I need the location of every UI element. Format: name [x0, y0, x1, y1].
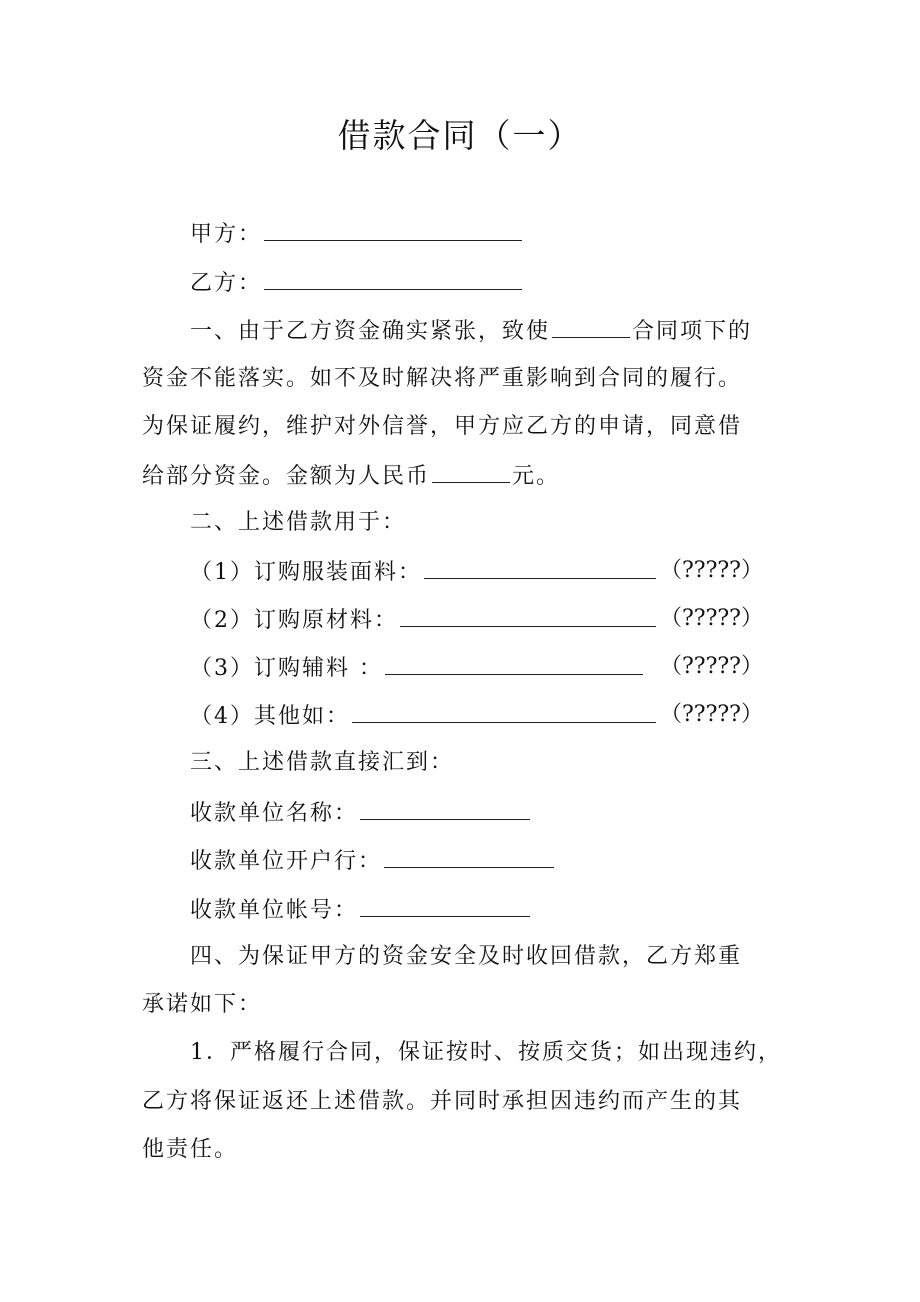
amount-text-post: 元。: [512, 464, 561, 489]
section1-line3: 为保证履约，维护对外信誉，甲方应乙方的申请，同意借: [142, 414, 743, 439]
payee-account-line: [190, 894, 532, 926]
payee-account-label: 收款单位帐号：: [190, 898, 359, 923]
usage-item-1: [190, 556, 658, 588]
usage-item-blank: [385, 652, 643, 675]
usage-item-label: （4）其他如：: [190, 704, 350, 729]
party-b-line: [190, 267, 524, 299]
section1-text-b: 合同项下的: [632, 319, 753, 344]
usage-item-blank: [352, 700, 656, 723]
payee-bank-label: 收款单位开户行：: [190, 849, 383, 874]
usage-item-3: [190, 652, 645, 684]
section2-heading: 二、上述借款用于：: [190, 510, 407, 535]
usage-item-note: （?????）: [660, 702, 763, 727]
usage-item-blank: [400, 604, 656, 627]
party-a-blank: [264, 218, 522, 241]
section3-heading: 三、上述借款直接汇到：: [190, 750, 455, 775]
party-a-label: 甲方：: [190, 222, 263, 247]
promise-1-line1: 1．严格履行合同，保证按时、按质交货；如出现违约，: [190, 1040, 782, 1065]
amount-text-pre: 给部分资金。金额为人民币: [142, 464, 431, 489]
section1-line4: [142, 460, 560, 492]
party-b-blank: [264, 267, 522, 290]
usage-item-label: （1）订购服装面料：: [190, 560, 422, 585]
usage-item-label: （3）订购辅料 ：: [190, 656, 383, 681]
payee-account-blank: [360, 894, 530, 917]
party-a-line: [190, 218, 524, 250]
usage-item-4: [190, 700, 658, 732]
amount-blank: [432, 460, 510, 483]
usage-item-blank: [424, 556, 656, 579]
party-b-label: 乙方：: [190, 271, 263, 296]
usage-item-note: （?????）: [660, 606, 763, 631]
promise-1-line3: 他责任。: [142, 1137, 239, 1162]
usage-item-label: （2）订购原材料：: [190, 608, 398, 633]
section1-text-a: 一、由于乙方资金确实紧张，致使: [190, 319, 551, 344]
section1-line1: [190, 315, 752, 347]
payee-name-label: 收款单位名称：: [190, 801, 359, 826]
usage-item-note: （?????）: [660, 654, 763, 679]
usage-item-2: [190, 604, 658, 636]
promise-1-line2: 乙方将保证返还上述借款。并同时承担因违约而产生的其: [142, 1089, 743, 1114]
section1-line2: 资金不能落实。如不及时解决将严重影响到合同的履行。: [142, 366, 743, 391]
payee-name-blank: [360, 797, 530, 820]
section4-line2: 承诺如下：: [142, 992, 263, 1017]
section4-line1: 四、为保证甲方的资金安全及时收回借款，乙方郑重: [190, 944, 743, 969]
document-title: 借款合同（一）: [337, 116, 583, 155]
payee-bank-blank: [384, 845, 554, 868]
contract-name-blank: [552, 315, 630, 338]
payee-name-line: [190, 797, 532, 829]
usage-item-note: （?????）: [660, 558, 763, 583]
payee-bank-line: [190, 845, 556, 877]
